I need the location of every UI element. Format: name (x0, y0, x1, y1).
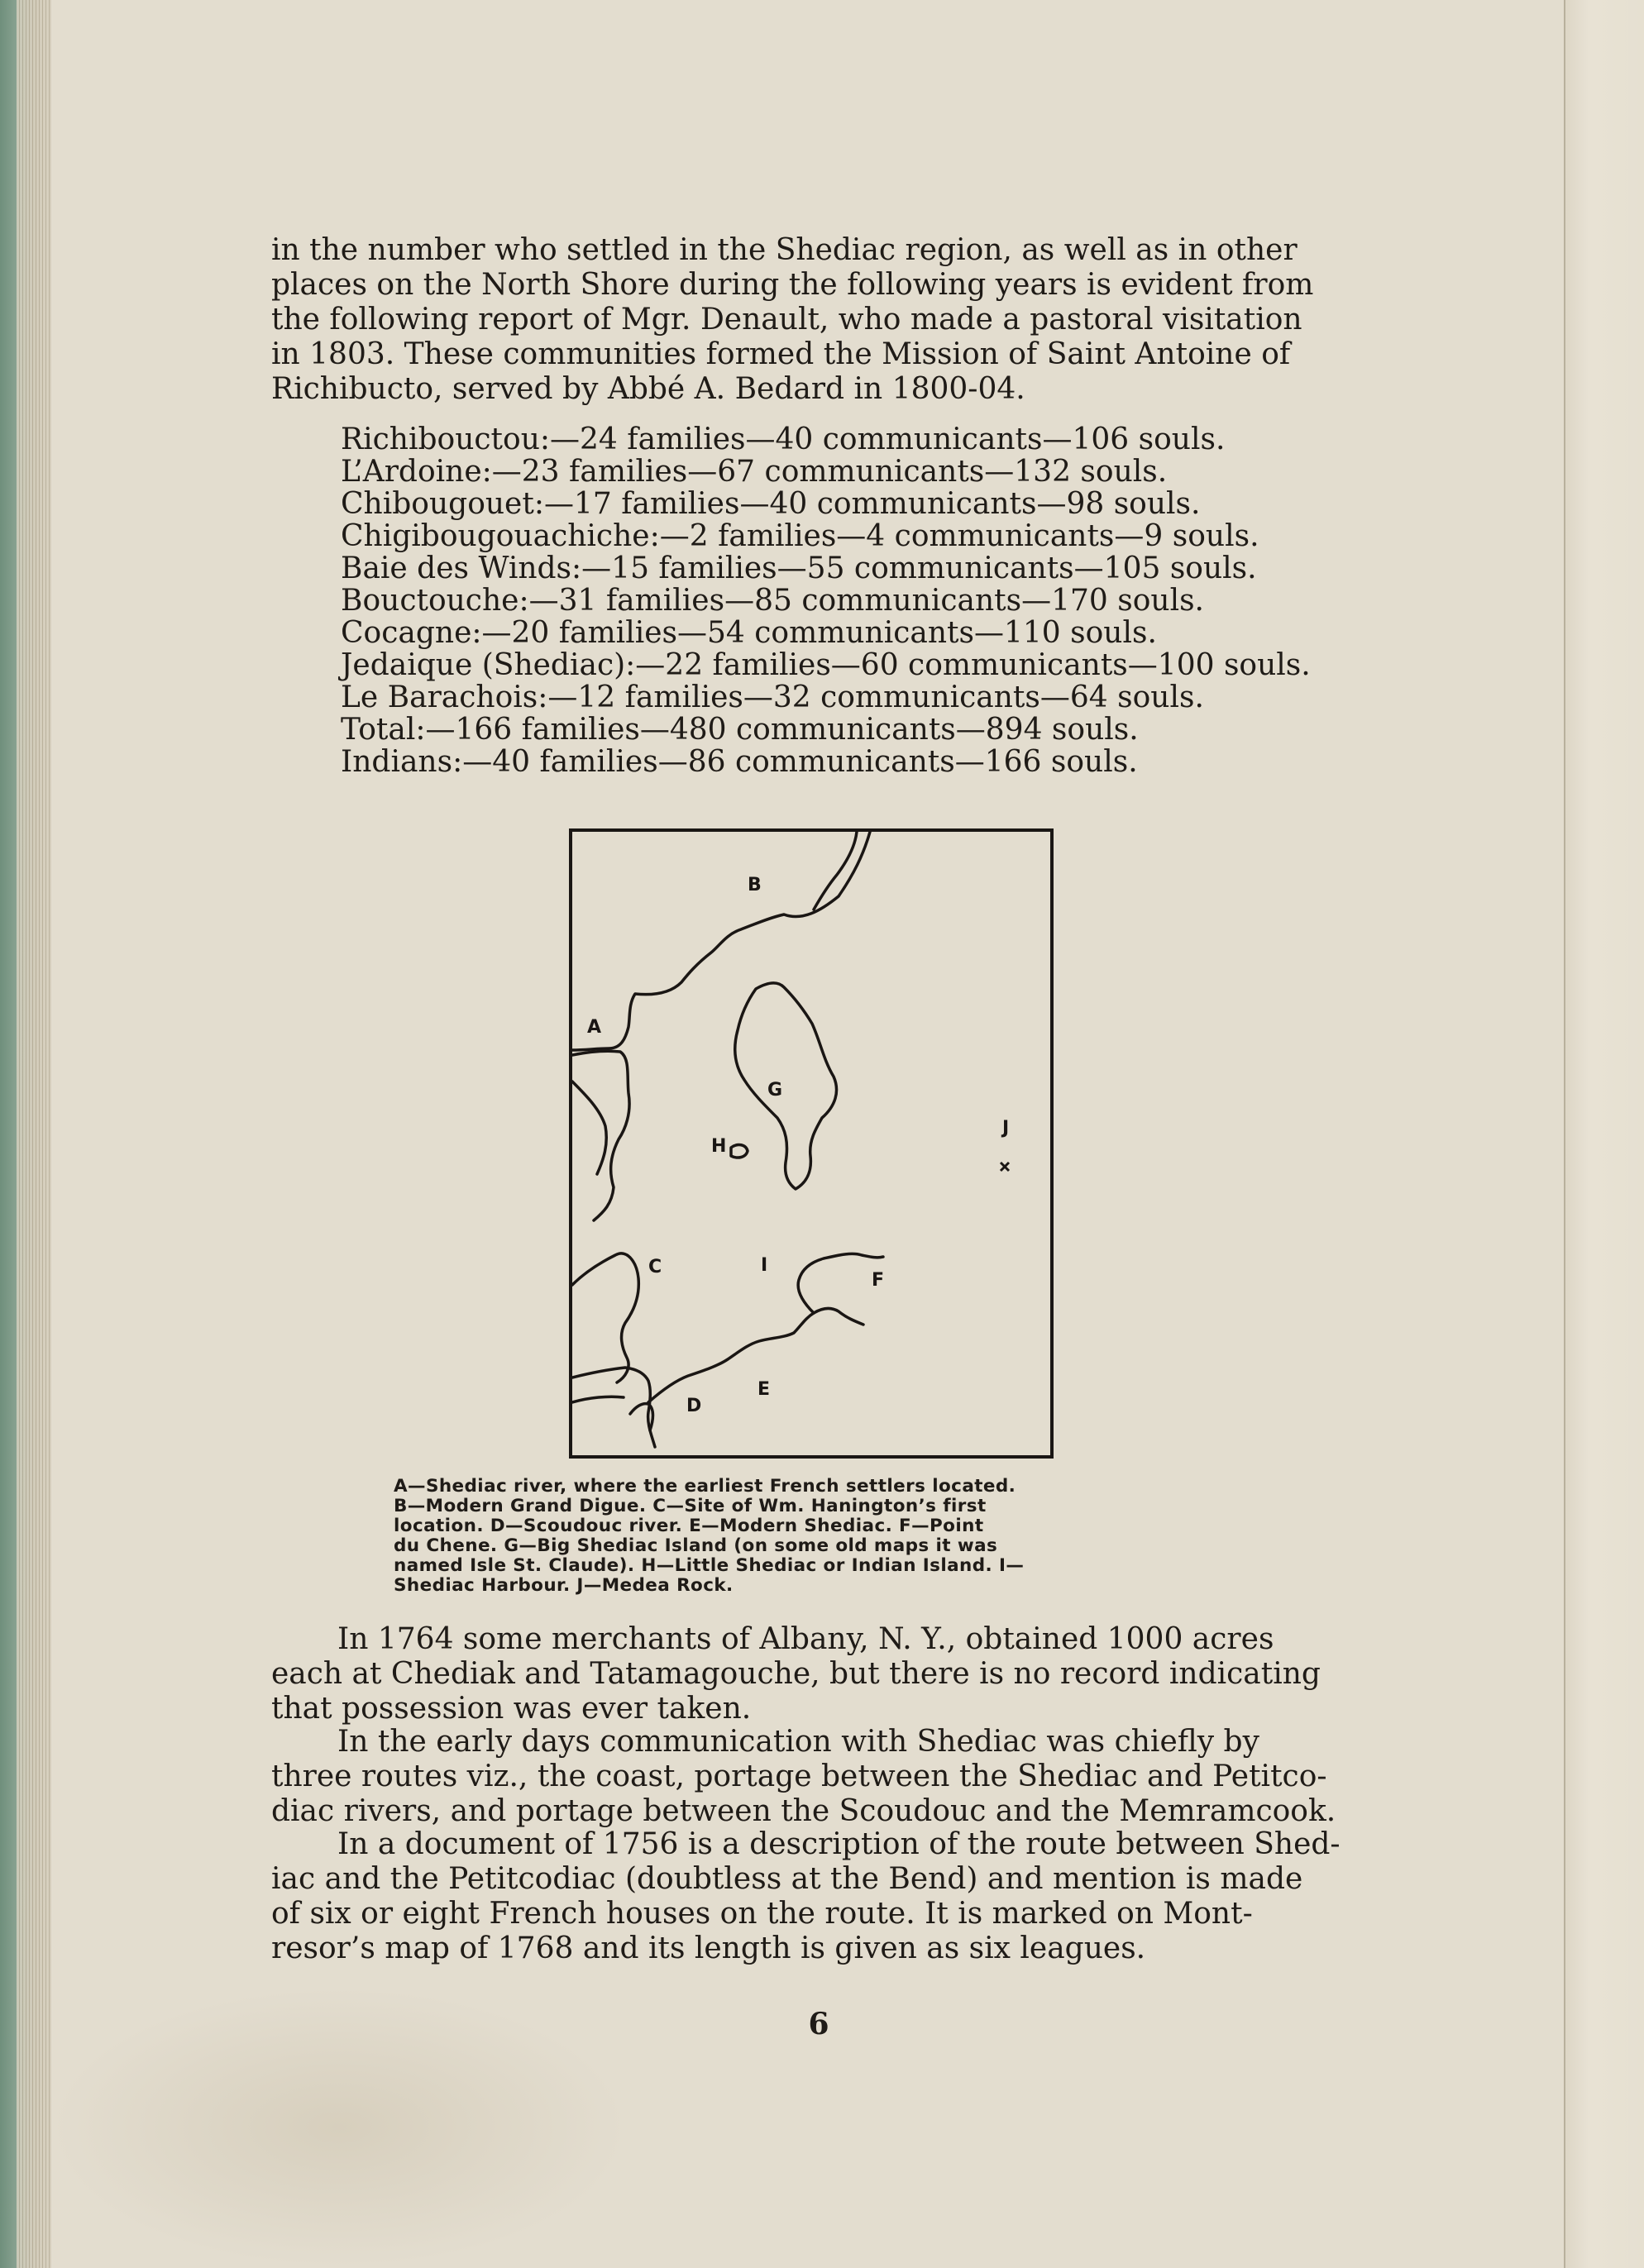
map-label-c: C (648, 1257, 662, 1277)
map-label-b: B (748, 875, 762, 895)
text-line: In 1764 some merchants of Albany, N. Y., obtained 1000 acres (337, 1622, 1274, 1656)
census-entry: Baie des Winds:—15 families—55 communicants—105 souls. (341, 551, 1257, 585)
caption-line: named Isle St. Claude). H—Little Shediac or Indian Island. I— (394, 1555, 1025, 1576)
text-line: In a document of 1756 is a description of the route between Shed- (337, 1827, 1341, 1861)
point-du-chene (798, 1253, 883, 1313)
north-coastline (572, 832, 870, 1050)
caption-line: A—Shediac river, where the earliest French settlers located. (394, 1476, 1016, 1497)
harbour-south-shore (572, 1368, 655, 1447)
intro-paragraph (271, 233, 1348, 407)
text-line: iac and the Petitcodiac (doubtless at the Bend) and mention is made (271, 1862, 1303, 1896)
shediac-map (569, 828, 1054, 1459)
census-entry: Richibouctou:—24 families—40 communicants—106 souls. (341, 423, 1226, 456)
cocagne-shore (572, 1253, 638, 1382)
text-line: each at Chediak and Tatamagouche, but there is no record indicating (271, 1657, 1321, 1691)
map-label-f: F (872, 1270, 885, 1291)
census-entry: Indians:—40 families—86 communicants—166 souls. (341, 745, 1138, 779)
text-line: diac rivers, and portage between the Scoudouc and the Memramcook. (271, 1794, 1336, 1828)
little-shediac-island (731, 1145, 748, 1158)
page-number: 6 (808, 2007, 829, 2041)
text-line: the following report of Mgr. Denault, who made a pastoral visitation (271, 303, 1302, 337)
inlet-shore (572, 1081, 606, 1174)
communication-paragraph (271, 1725, 1348, 1829)
census-entry: Cocagne:—20 families—54 communicants—110 souls. (341, 616, 1157, 650)
census-list (341, 423, 1366, 778)
big-shediac-island (735, 983, 837, 1189)
text-line: places on the North Shore during the following years is evident from (271, 268, 1314, 302)
text-line: in 1803. These communities formed the Mission of Saint Antoine of (271, 337, 1291, 371)
map-label-i: I (761, 1255, 768, 1276)
map-label-a: A (587, 1017, 602, 1038)
caption-line: Shediac Harbour. J—Medea Rock. (394, 1575, 734, 1596)
map-caption (394, 1477, 1231, 1596)
route-paragraph (271, 1827, 1348, 1966)
caption-line: location. D—Scoudouc river. E—Modern Shediac. F—Point (394, 1516, 984, 1536)
map-label-d: D (686, 1396, 702, 1416)
text-line: of six or eight French houses on the route. It is marked on Mont- (271, 1897, 1253, 1931)
caption-line: du Chene. G—Big Shediac Island (on some old maps it was (394, 1535, 998, 1556)
albany-paragraph (271, 1622, 1348, 1726)
text-line: Richibucto, served by Abbé A. Bedard in 1800-04. (271, 372, 1025, 406)
census-entry: L’Ardoine:—23 families—67 communicants—132 souls. (341, 455, 1168, 489)
census-entry: Chibougouet:—17 families—40 communicants—98 souls. (341, 487, 1201, 521)
map-label-j: J (1002, 1118, 1010, 1139)
medea-rock-icon (1001, 1163, 1009, 1171)
text-line: that possession was ever taken. (271, 1692, 752, 1726)
census-entry: Bouctouche:—31 families—85 communicants—170 souls. (341, 584, 1204, 618)
map-label-h: H (711, 1136, 727, 1157)
census-entry: Chigibougouachiche:—2 families—4 communicants—9 souls. (341, 519, 1259, 553)
text-line: in the number who settled in the Shediac region, as well as in other (271, 233, 1298, 267)
census-entry: Jedaique (Shediac):—22 families—60 communicants—100 souls. (341, 648, 1311, 682)
census-entry: Le Barachois:—12 families—32 communicants—64 souls. (341, 680, 1204, 714)
text-line: resor’s map of 1768 and its length is given as six leagues. (271, 1931, 1146, 1965)
map-label-g: G (767, 1080, 783, 1101)
harbour-inner-shore (572, 1397, 624, 1402)
map-drawing (572, 832, 1050, 1455)
text-line: In the early days communication with Shediac was chiefly by (337, 1725, 1259, 1759)
modern-shediac-shore (648, 1313, 814, 1402)
text-line: three routes viz., the coast, portage between the Shediac and Petitco- (271, 1759, 1327, 1793)
map-label-e: E (757, 1379, 771, 1400)
caption-line: B—Modern Grand Digue. C—Site of Wm. Hanington’s first (394, 1496, 987, 1516)
census-entry: Total:—166 families—480 communicants—894 souls. (341, 713, 1139, 747)
point-du-chene-south (814, 1308, 863, 1325)
west-coastline (572, 1051, 629, 1220)
